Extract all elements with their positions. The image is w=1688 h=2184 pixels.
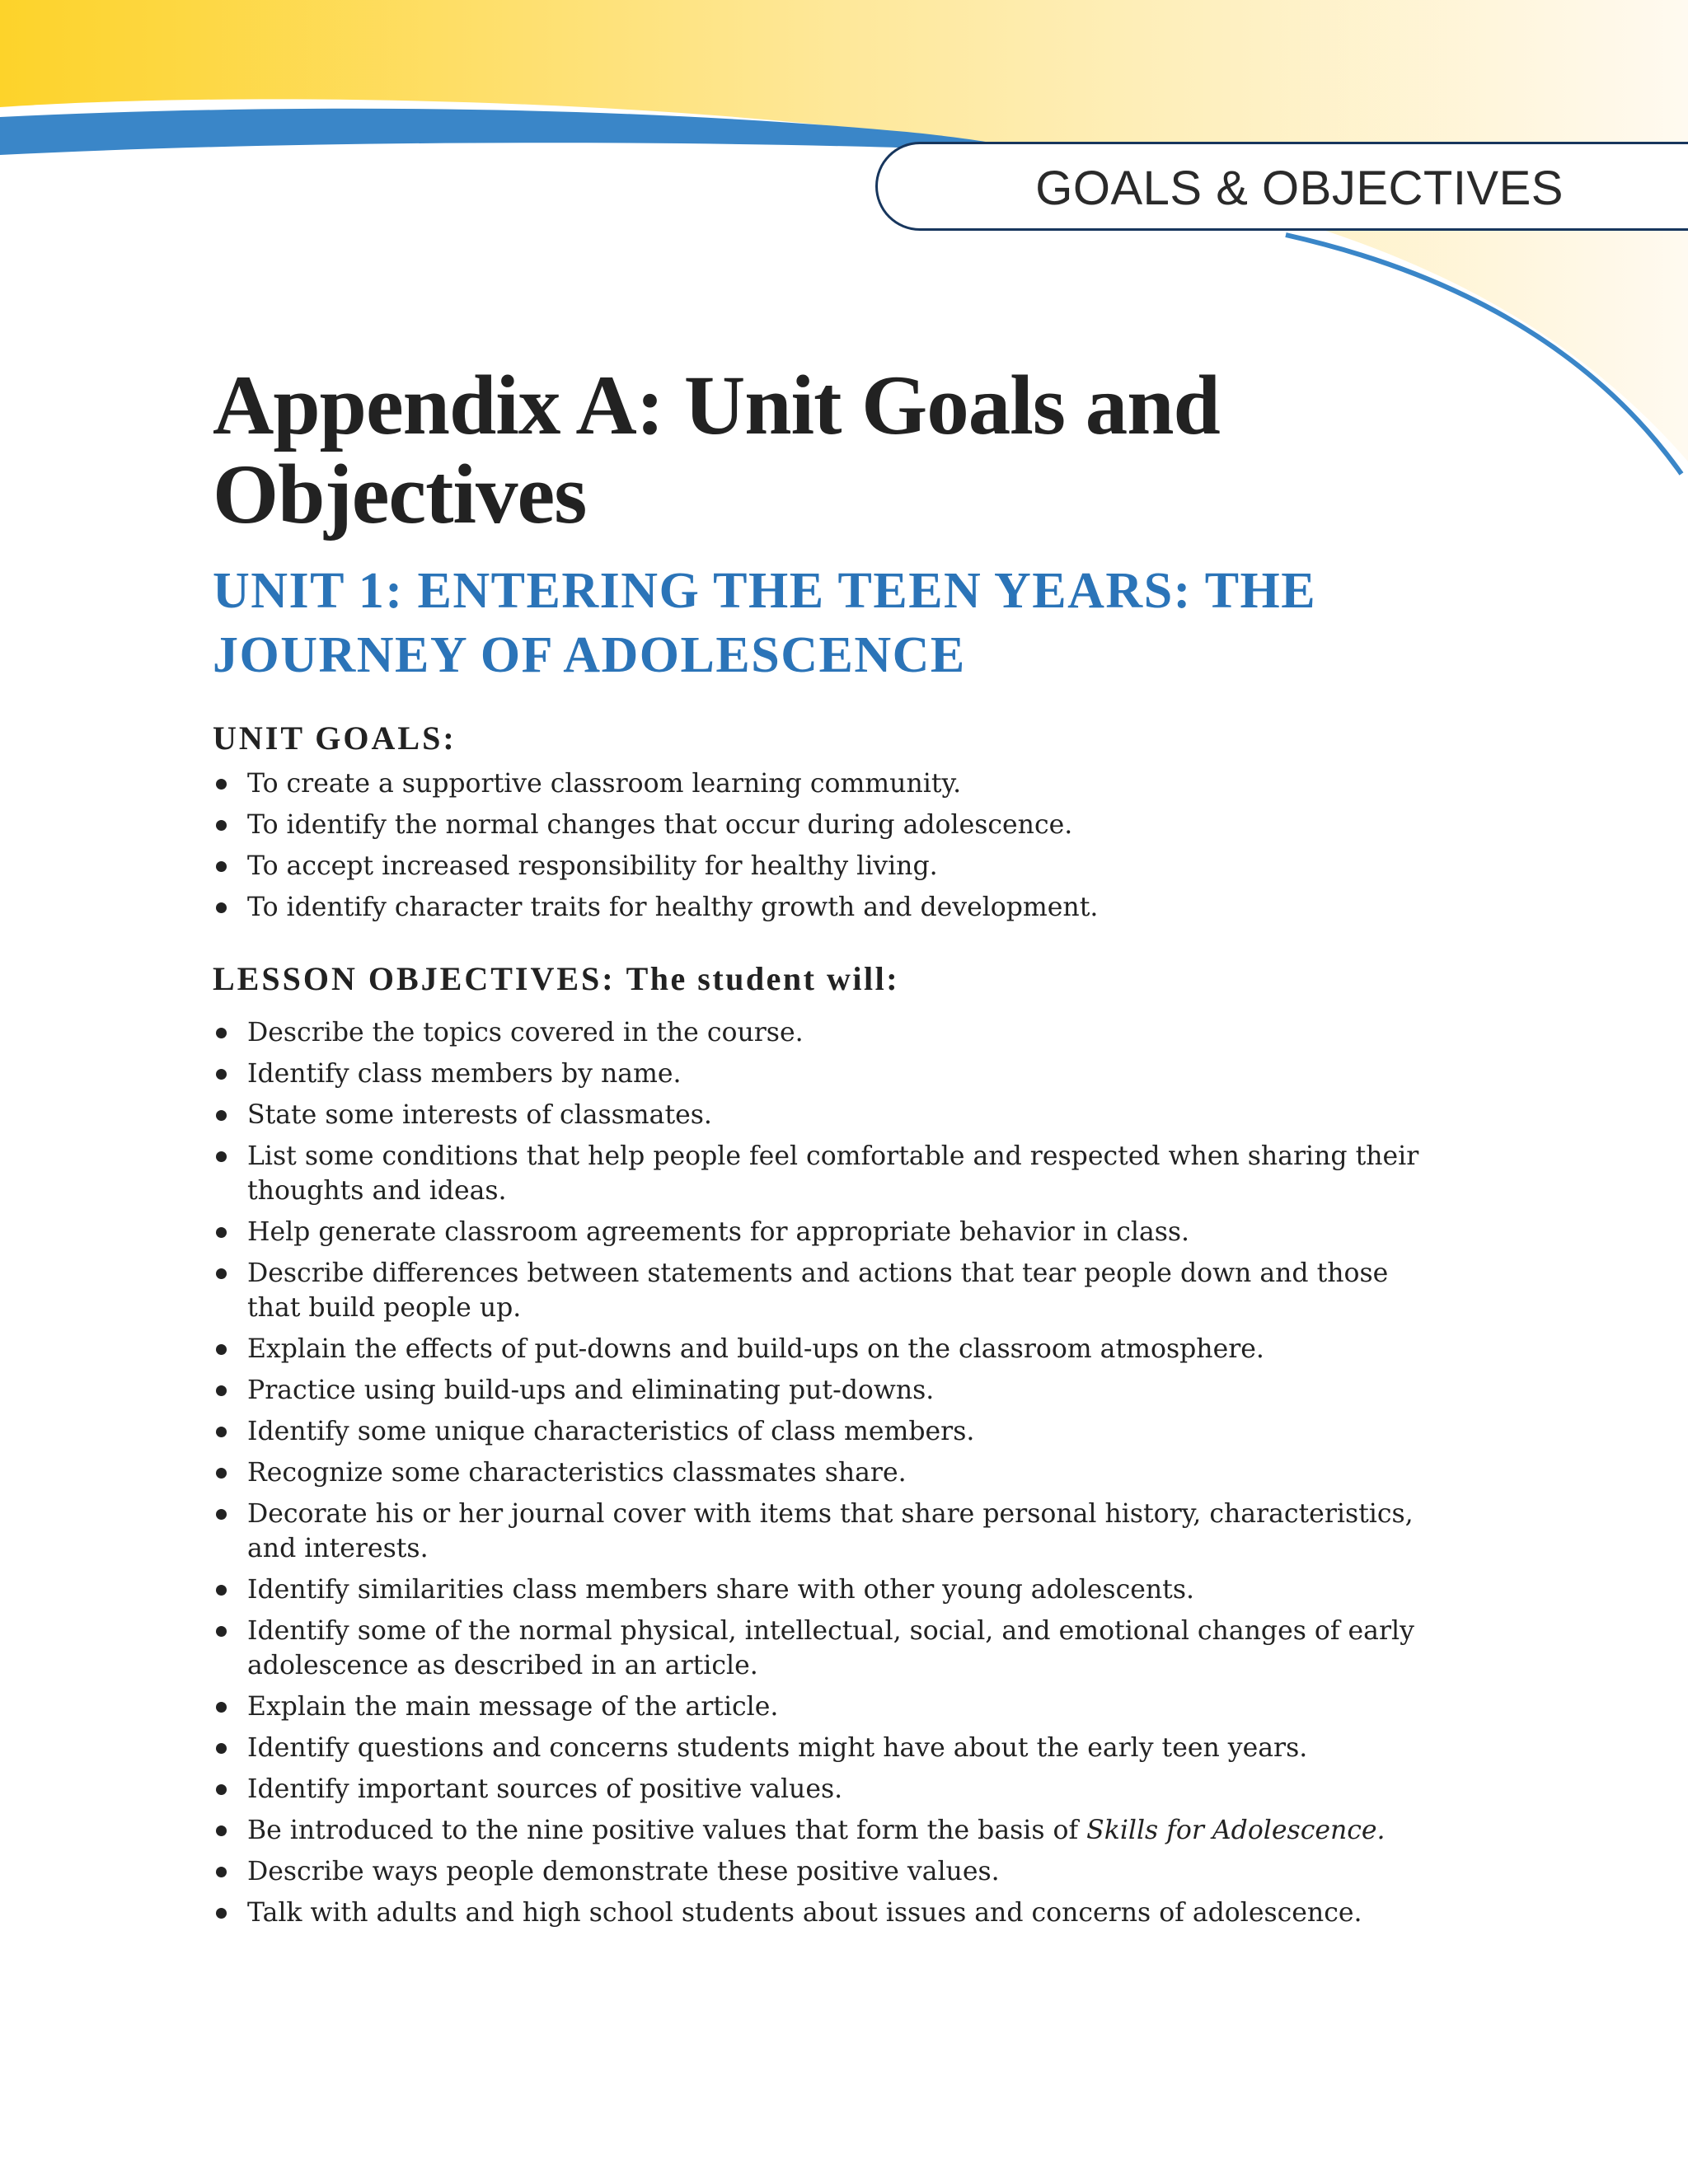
section-label: GOALS & OBJECTIVES bbox=[1035, 162, 1564, 215]
list-item: Practice using build-ups and eliminating put-downs. bbox=[213, 1373, 1424, 1408]
list-item: State some interests of classmates. bbox=[213, 1098, 1424, 1132]
list-item: Describe differences between statements and actions that tear people down and those that build people up. bbox=[213, 1256, 1424, 1325]
list-item-text: Be introduced to the nine positive values that form the basis of bbox=[247, 1816, 1079, 1845]
list-item: Identify some unique characteristics of class members. bbox=[213, 1414, 1424, 1449]
list-item: Identify some of the normal physical, intellectual, social, and emotional changes of early adolescence as described in an article. bbox=[213, 1614, 1424, 1683]
list-item: Identify class members by name. bbox=[213, 1057, 1424, 1091]
book-title: Skills for Adolescence. bbox=[1086, 1816, 1386, 1845]
list-item: Talk with adults and high school students about issues and concerns of adolescence. bbox=[213, 1896, 1424, 1930]
list-item: Decorate his or her journal cover with items that share personal history, characteristics, and interests. bbox=[213, 1497, 1424, 1566]
lesson-objectives-list bbox=[213, 1015, 1424, 1937]
list-item: Describe the topics covered in the course. bbox=[213, 1015, 1424, 1050]
list-item: Help generate classroom agreements for appropriate behavior in class. bbox=[213, 1215, 1424, 1249]
list-item: Identify similarities class members share with other young adolescents. bbox=[213, 1572, 1424, 1607]
list-item: Explain the main message of the article. bbox=[213, 1690, 1424, 1724]
list-item: List some conditions that help people feel comfortable and respected when sharing their thoughts and ideas. bbox=[213, 1139, 1424, 1208]
list-item: To create a supportive classroom learning community. bbox=[213, 766, 1424, 801]
list-item: To identify character traits for healthy growth and development. bbox=[213, 890, 1424, 925]
list-item: Identify questions and concerns students might have about the early teen years. bbox=[213, 1731, 1424, 1765]
lesson-objectives-tail: The student will: bbox=[626, 960, 900, 997]
list-item: Explain the effects of put-downs and build-ups on the classroom atmosphere. bbox=[213, 1332, 1424, 1366]
page-title: Appendix A: Unit Goals and Objectives bbox=[213, 359, 1220, 541]
lesson-objectives-heading bbox=[213, 959, 899, 998]
list-item bbox=[213, 1813, 1424, 1848]
list-item: Describe ways people demonstrate these positive values. bbox=[213, 1854, 1424, 1889]
lesson-objectives-label: LESSON OBJECTIVES: bbox=[213, 960, 616, 997]
list-item: To identify the normal changes that occur during adolescence. bbox=[213, 808, 1424, 842]
unit-goals-heading: UNIT GOALS: bbox=[213, 719, 457, 757]
list-item: Identify important sources of positive values. bbox=[213, 1772, 1424, 1807]
section-tab bbox=[875, 142, 1688, 231]
list-item: To accept increased responsibility for healthy living. bbox=[213, 849, 1424, 883]
unit-heading: UNIT 1: ENTERING THE TEEN YEARS: THE JOURNEY OF ADOLESCENCE bbox=[213, 563, 1317, 683]
list-item: Recognize some characteristics classmates share. bbox=[213, 1455, 1424, 1490]
unit-goals-list bbox=[213, 766, 1424, 931]
